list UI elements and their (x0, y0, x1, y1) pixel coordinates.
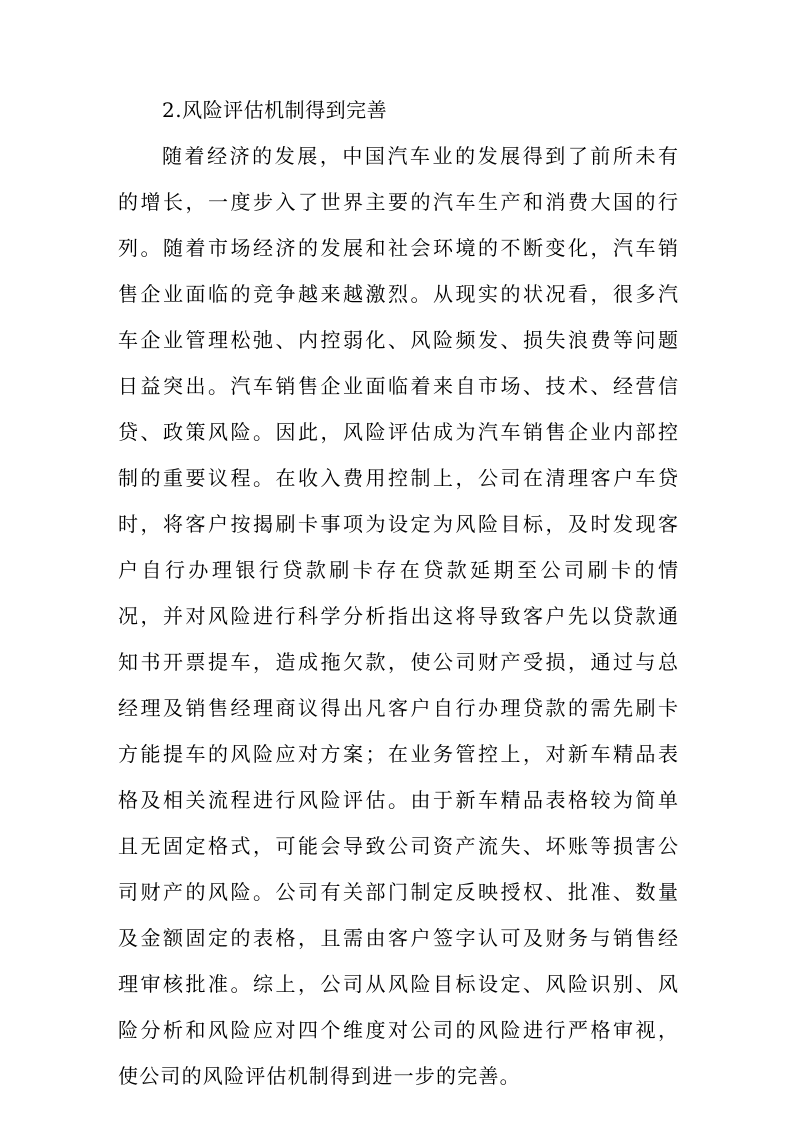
paragraph-line-15: 格及相关流程进行风险评估。由于新车精品表格较为简单 (118, 788, 678, 812)
paragraph-line-12: 知书开票提车，造成拖欠款，使公司财产受损，通过与总 (118, 650, 678, 674)
paragraph-line-20: 险分析和风险应对四个维度对公司的风险进行严格审视， (118, 1018, 678, 1042)
paragraph-line-2: 的增长，一度步入了世界主要的汽车生产和消费大国的行 (118, 190, 678, 214)
paragraph-line-18: 及金额固定的表格，且需由客户签字认可及财务与销售经 (118, 926, 678, 950)
paragraph-line-6: 日益突出。汽车销售企业面临着来自市场、技术、经营信 (118, 374, 678, 398)
paragraph-line-4: 售企业面临的竞争越来越激烈。从现实的状况看，很多汽 (118, 282, 678, 306)
paragraph-line-7: 贷、政策风险。因此，风险评估成为汽车销售企业内部控 (118, 420, 678, 444)
paragraph-line-1: 随着经济的发展，中国汽车业的发展得到了前所未有 (162, 144, 678, 168)
paragraph-line-11: 况，并对风险进行科学分析指出这将导致客户先以贷款通 (118, 604, 678, 628)
paragraph-line-8: 制的重要议程。在收入费用控制上，公司在清理客户车贷 (118, 466, 678, 490)
paragraph-line-14: 方能提车的风险应对方案；在业务管控上，对新车精品表 (118, 742, 678, 766)
paragraph-line-21: 使公司的风险评估机制得到进一步的完善。 (118, 1064, 521, 1088)
paragraph-line-10: 户自行办理银行贷款刷卡存在贷款延期至公司刷卡的情 (118, 558, 678, 582)
paragraph-line-17: 司财产的风险。公司有关部门制定反映授权、批准、数量 (118, 880, 678, 904)
paragraph-line-13: 经理及销售经理商议得出凡客户自行办理贷款的需先刷卡 (118, 696, 678, 720)
paragraph-line-5: 车企业管理松弛、内控弱化、风险频发、损失浪费等问题 (118, 328, 678, 352)
section-heading: 2.风险评估机制得到完善 (162, 98, 388, 122)
paragraph-line-19: 理审核批准。综上，公司从风险目标设定、风险识别、风 (118, 972, 678, 996)
paragraph-line-16: 且无固定格式，可能会导致公司资产流失、坏账等损害公 (118, 834, 678, 858)
paragraph-line-3: 列。随着市场经济的发展和社会环境的不断变化，汽车销 (118, 236, 678, 260)
paragraph-line-9: 时，将客户按揭刷卡事项为设定为风险目标，及时发现客 (118, 512, 678, 536)
